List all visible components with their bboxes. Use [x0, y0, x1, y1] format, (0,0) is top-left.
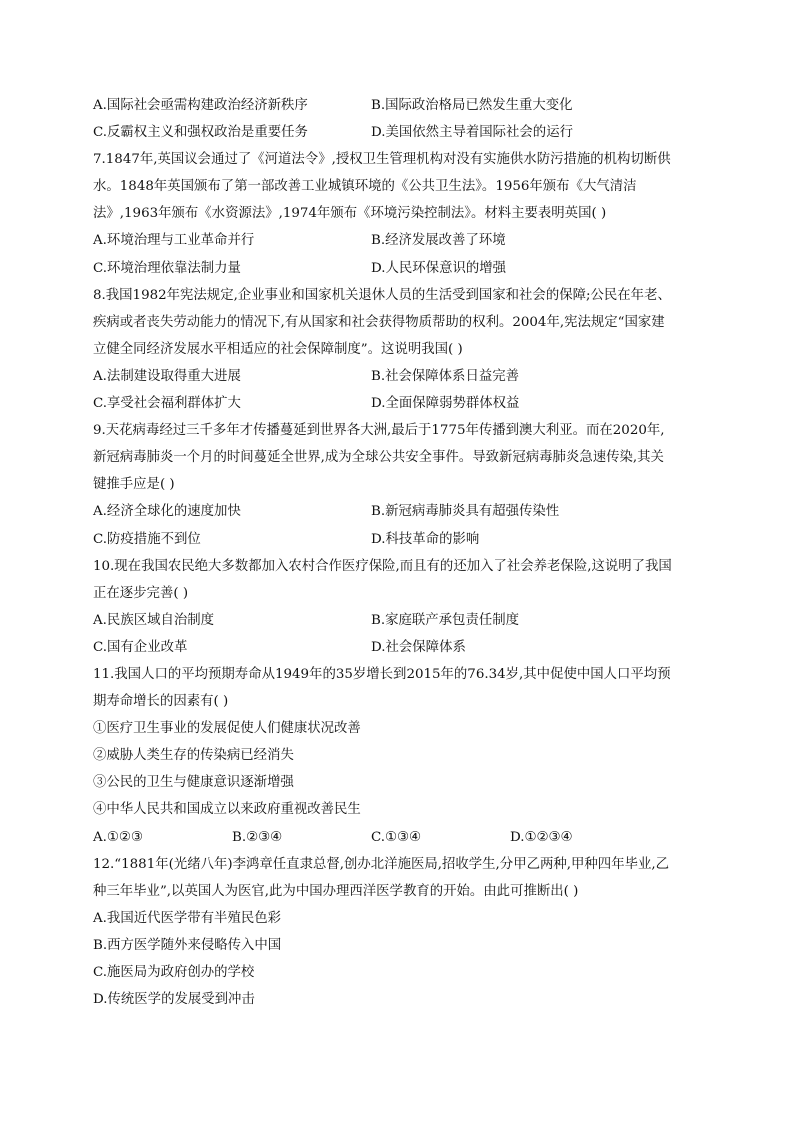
exam-page [93, 92, 705, 1013]
q10-option-c[interactable]: C.国有企业改革 [93, 639, 188, 655]
q11-item-2: ②威胁人类生存的传染病已经消失 [93, 748, 294, 764]
q6-options-row-1 [93, 92, 705, 119]
q7-option-d[interactable]: D.人民环保意识的增强 [371, 260, 507, 276]
q10-stem-line-2: 正在逐步完善( ) [93, 585, 189, 601]
q6-option-b[interactable]: B.国际政治格局已然发生重大变化 [371, 98, 573, 113]
q6-option-a[interactable]: A.国际社会亟需构建政治经济新秩序 [93, 98, 308, 113]
q6-option-c[interactable]: C.反霸权主义和强权政治是重要任务 [93, 125, 308, 141]
q9-option-d[interactable]: D.科技革命的影响 [371, 531, 480, 547]
q10-options-row-2 [93, 634, 705, 661]
q12-option-b[interactable]: B.西方医学随外来侵略传入中国 [93, 937, 282, 953]
q7-stem-line-2: 水。1848年英国颁布了第一部改善工业城镇环境的《公共卫生法》。1956年颁布《大气清洁 [93, 179, 637, 195]
q8-option-b[interactable]: B.社会保障体系日益完善 [371, 368, 520, 384]
q9-options-row-2 [93, 526, 705, 553]
q7-option-a[interactable]: A.环境治理与工业革命并行 [93, 233, 255, 249]
q10-option-a[interactable]: A.民族区域自治制度 [93, 612, 215, 628]
q9-stem-line-3: 键推手应是( ) [93, 477, 175, 493]
q10-option-b[interactable]: B.家庭联产承包责任制度 [371, 612, 520, 628]
q11-option-c[interactable]: C.①③④ [371, 829, 422, 845]
q10-stem-line-1: 10.现在我国农民绝大多数都加入农村合作医疗保险,而且有的还加入了社会养老保险,这说明了我国 [93, 558, 672, 574]
q8-options-row-2 [93, 390, 705, 417]
q11-item-4: ④中华人民共和国成立以来政府重视改善民生 [93, 802, 361, 818]
q8-option-a[interactable]: A.法制建设取得重大进展 [93, 368, 241, 384]
q7-options-row-2 [93, 255, 705, 282]
q8-option-c[interactable]: C.享受社会福利群体扩大 [93, 396, 241, 412]
q9-stem-line-2: 新冠病毒肺炎一个月的时间蔓延全世界,成为全球公共安全事件。导致新冠病毒肺炎急速传染,其关 [93, 450, 664, 466]
q11-option-b[interactable]: B.②③④ [232, 829, 283, 845]
q9-stem-line-1: 9.天花病毒经过三千多年才传播蔓延到世界各大洲,最后于1775年传播到澳大利亚。而在2020年, [93, 423, 665, 439]
q7-options-row-1 [93, 227, 705, 254]
q9-options-row-1 [93, 498, 705, 525]
q7-stem-line-3: 法》,1963年颁布《水资源法》,1974年颁布《环境污染控制法》。材料主要表明英国( ) [93, 206, 607, 222]
q10-option-d[interactable]: D.社会保障体系 [371, 639, 466, 655]
q12-stem-line-1: 12.“1881年(光绪八年)李鸿章任直隶总督,创办北洋施医局,招收学生,分甲乙两种,甲种四年毕业,乙 [93, 856, 670, 872]
q9-option-c[interactable]: C.防疫措施不到位 [93, 531, 201, 547]
q11-item-1: ①医疗卫生事业的发展促使人们健康状况改善 [93, 721, 361, 737]
q11-stem-line-2: 期寿命增长的因素有( ) [93, 694, 229, 710]
q11-option-a[interactable]: A.①②③ [93, 829, 143, 845]
q8-options-row-1 [93, 363, 705, 390]
q11-option-d[interactable]: D.①②③④ [510, 829, 573, 845]
q8-stem-line-3: 立健全同经济发展水平相适应的社会保障制度”。这说明我国( ) [93, 341, 463, 357]
q9-option-b[interactable]: B.新冠病毒肺炎具有超强传染性 [371, 504, 560, 520]
q7-option-b[interactable]: B.经济发展改善了环境 [371, 233, 506, 249]
q12-option-d[interactable]: D.传统医学的发展受到冲击 [93, 992, 255, 1008]
q7-stem-line-1: 7.1847年,英国议会通过了《河道法令》,授权卫生管理机构对没有实施供水防污措施的机构切断供 [93, 152, 671, 168]
q8-option-d[interactable]: D.全面保障弱势群体权益 [371, 396, 520, 412]
q7-option-c[interactable]: C.环境治理依靠法制力量 [93, 260, 241, 276]
q12-stem-line-2: 种三年毕业”,以英国人为医官,此为中国办理西洋医学教育的开始。由此可推断出( ) [93, 883, 579, 899]
q6-option-d[interactable]: D.美国依然主导着国际社会的运行 [371, 125, 573, 141]
q12-option-a[interactable]: A.我国近代医学带有半殖民色彩 [93, 910, 282, 926]
q11-stem-line-1: 11.我国人口的平均预期寿命从1949年的35岁增长到2015年的76.34岁,其中促使中国人口平均预 [93, 666, 671, 682]
q12-option-c[interactable]: C.施医局为政府创办的学校 [93, 965, 255, 980]
q6-options-row-2 [93, 119, 705, 146]
q10-options-row-1 [93, 607, 705, 634]
q11-options-row [93, 824, 705, 851]
q8-stem-line-1: 8.我国1982年宪法规定,企业事业和国家机关退休人员的生活受到国家和社会的保障;公民在年老、 [93, 287, 671, 303]
q9-option-a[interactable]: A.经济全球化的速度加快 [93, 504, 241, 520]
q11-item-3: ③公民的卫生与健康意识逐渐增强 [93, 775, 294, 791]
q8-stem-line-2: 疾病或者丧失劳动能力的情况下,有从国家和社会获得物质帮助的权利。2004年,宪法规定“国家建 [93, 314, 665, 330]
